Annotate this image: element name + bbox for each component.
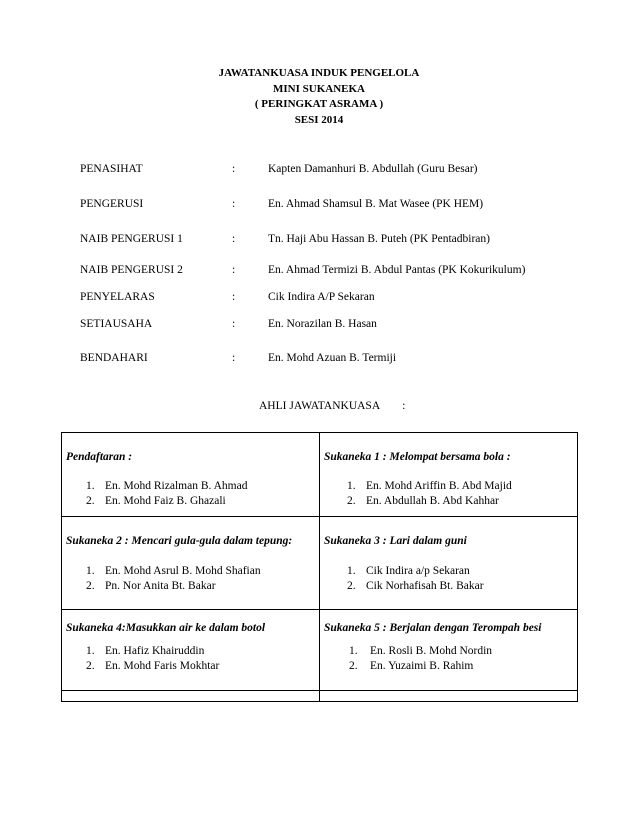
role-row-bendahari [80,352,600,368]
role-row-setiausaha [80,318,600,334]
document-title [0,66,638,128]
member-item [320,579,577,594]
committee-table [61,432,578,702]
member-list [62,479,319,509]
member-number: 1. [347,565,356,577]
role-colon: : [232,163,236,175]
role-name: Tn. Haji Abu Hassan B. Puteh (PK Pentadbiran) [268,233,490,245]
committee-title: Sukaneka 5 : Berjalan dengan Terompah besi [324,622,542,634]
member-item [320,644,577,659]
member-name: Cik Norhafisah Bt. Bakar [366,580,484,592]
member-list [62,564,319,594]
member-item [320,564,577,579]
table-cell-empty [320,691,578,702]
member-number: 2. [347,580,356,592]
member-number: 1. [349,645,358,657]
member-name: En. Mohd Rizalman B. Ahmad [105,480,248,492]
table-cell-empty [62,691,320,702]
member-name: En. Yuzaimi B. Rahim [370,660,474,672]
member-item [62,494,319,509]
member-item [62,659,319,674]
role-colon: : [232,318,236,330]
member-item [62,579,319,594]
role-row-pengerusi [80,198,600,214]
committee-title: Sukaneka 3 : Lari dalam guni [324,535,467,547]
role-title: BENDAHARI [80,352,148,364]
role-colon: : [232,233,236,245]
role-name: Kapten Damanhuri B. Abdullah (Guru Besar) [268,163,478,175]
member-name: En. Mohd Ariffin B. Abd Majid [366,480,512,492]
committee-members-heading [259,400,405,412]
member-name: En. Mohd Faiz B. Ghazali [105,495,226,507]
member-number: 1. [347,480,356,492]
member-item [320,494,577,509]
committee-members-label: AHLI JAWATANKUASA [259,400,381,412]
member-number: 1. [86,645,95,657]
role-row-naib-pengerusi-1 [80,233,600,249]
role-row-penasihat [80,163,600,179]
role-row-penyelaras [80,291,600,307]
member-name: En. Rosli B. Mohd Nordin [370,645,493,657]
role-colon: : [232,291,236,303]
member-item [62,644,319,659]
member-list [62,644,319,674]
member-item [62,479,319,494]
member-number: 1. [86,565,95,577]
member-name: Pn. Nor Anita Bt. Bakar [105,580,216,592]
role-colon: : [232,198,236,210]
member-list [320,564,577,594]
committee-title: Pendaftaran : [66,451,133,463]
member-item [320,479,577,494]
member-name: En. Mohd Faris Mokhtar [105,660,220,672]
member-name: En. Abdullah B. Abd Kahhar [366,495,499,507]
role-name: En. Ahmad Termizi B. Abdul Pantas (PK Kokurikulum) [268,264,526,276]
role-title: SETIAUSAHA [80,318,153,330]
member-name: Cik Indira a/p Sekaran [366,565,470,577]
title-line-level: ( PERINGKAT ASRAMA ) [254,98,384,110]
role-title: PENGERUSI [80,198,144,210]
title-line-committee: JAWATANKUASA INDUK PENGELOLA [218,67,420,79]
member-number: 2. [86,495,95,507]
role-name: Cik Indira A/P Sekaran [268,291,375,303]
member-item [62,564,319,579]
table-cell-sukaneka-5 [320,610,578,691]
committee-title: Sukaneka 1 : Melompat bersama bola : [324,451,511,463]
role-title: PENASIHAT [80,163,143,175]
member-number: 1. [86,480,95,492]
title-line-event: MINI SUKANEKA [273,82,365,95]
role-title: NAIB PENGERUSI 1 [80,233,183,245]
member-number: 2. [347,495,356,507]
table-row [62,433,578,517]
role-colon: : [232,352,236,364]
role-colon: : [232,264,236,276]
member-number: 2. [349,660,358,672]
member-name: En. Hafiz Khairuddin [105,645,205,657]
member-item [320,659,577,674]
role-name: En. Norazilan B. Hasan [268,318,377,330]
committee-title: Sukaneka 4:Masukkan air ke dalam botol [66,622,266,634]
role-row-naib-pengerusi-2 [80,264,600,280]
committee-members-colon: : [402,400,406,412]
title-line-session: SESI 2014 [294,113,344,126]
member-number: 2. [86,660,95,672]
table-row [62,610,578,691]
role-title: PENYELARAS [80,291,155,303]
role-name: En. Ahmad Shamsul B. Mat Wasee (PK HEM) [268,198,484,210]
table-row-empty [62,691,578,702]
role-title: NAIB PENGERUSI 2 [80,264,183,276]
table-cell-sukaneka-1 [320,433,578,517]
table-row [62,517,578,610]
member-list [320,479,577,509]
member-list [320,644,577,674]
table-cell-sukaneka-2 [62,517,320,610]
member-number: 2. [86,580,95,592]
table-cell-pendaftaran [62,433,320,517]
member-name: En. Mohd Asrul B. Mohd Shafian [105,565,261,577]
role-name: En. Mohd Azuan B. Termiji [268,352,397,364]
table-cell-sukaneka-3 [320,517,578,610]
committee-title: Sukaneka 2 : Mencari gula-gula dalam tepung: [66,535,293,547]
table-cell-sukaneka-4 [62,610,320,691]
